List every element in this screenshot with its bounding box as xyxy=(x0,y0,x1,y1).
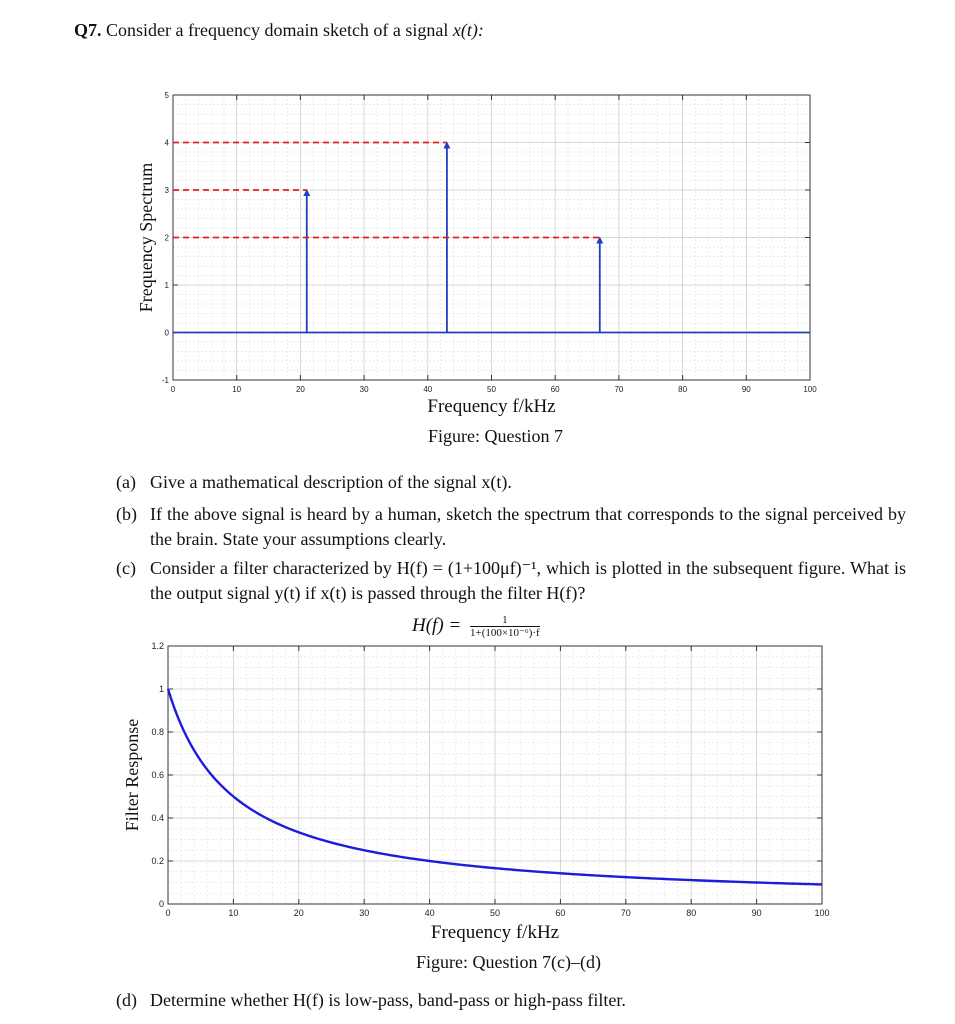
part-d-label: (d) xyxy=(116,990,137,1010)
x-tick-label: 40 xyxy=(423,385,433,394)
y-tick-label: 1 xyxy=(158,684,164,694)
x-tick-label: 20 xyxy=(295,385,305,394)
x-tick-label: 80 xyxy=(686,908,697,918)
formula-numerator: 1 xyxy=(470,614,540,627)
x-tick-label: 80 xyxy=(678,385,688,394)
y-tick-label: 0.2 xyxy=(151,856,164,866)
x-tick-label: 30 xyxy=(359,908,370,918)
y-tick-label: -1 xyxy=(161,376,169,385)
filter-response-chart xyxy=(0,636,955,956)
y-tick-label: 0.4 xyxy=(151,813,164,823)
part-c xyxy=(116,556,906,606)
x-tick-label: 100 xyxy=(803,385,817,394)
part-b-text: If the above signal is heard by a human, sketch the spectrum that corresponds to the signal perceived by the brain. State your assumptions clearly. xyxy=(150,504,906,549)
figure1-caption: Figure: Question 7 xyxy=(428,426,563,446)
x-tick-label: 0 xyxy=(170,385,176,394)
spectrum-chart xyxy=(0,60,955,480)
x-tick-label: 90 xyxy=(751,908,762,918)
x-tick-label: 40 xyxy=(424,908,435,918)
question-text: Consider a frequency domain sketch of a signal x(t): xyxy=(106,20,484,40)
formula-denominator: 1+(100×10⁻⁶)·f xyxy=(469,627,540,639)
part-d xyxy=(116,988,906,1013)
y-axis-label: Frequency Spectrum xyxy=(136,162,156,313)
x-tick-label: 100 xyxy=(814,908,830,918)
part-c-label: (c) xyxy=(116,558,136,578)
x-tick-label: 60 xyxy=(550,385,560,394)
y-tick-label: 2 xyxy=(164,233,169,243)
x-tick-label: 70 xyxy=(620,908,631,918)
question-title xyxy=(74,20,484,41)
x-tick-label: 10 xyxy=(228,908,239,918)
question-number: Q7. xyxy=(74,20,102,40)
x-axis-label: Frequency f/kHz xyxy=(427,396,556,417)
y-tick-label: 0 xyxy=(158,899,164,909)
y-tick-label: 3 xyxy=(164,186,169,195)
y-tick-label: 4 xyxy=(164,138,169,148)
part-a-text: Give a mathematical description of the signal x(t). xyxy=(150,472,512,492)
y-tick-label: 0.8 xyxy=(151,727,164,737)
y-tick-label: 5 xyxy=(164,91,169,100)
formula-lhs: H(f) = xyxy=(412,614,462,636)
x-tick-label: 90 xyxy=(741,385,751,394)
x-axis-label: Frequency f/kHz xyxy=(430,922,560,943)
figure2-caption: Figure: Question 7(c)–(d) xyxy=(416,952,601,972)
x-tick-label: 50 xyxy=(489,908,501,918)
part-c-text: Consider a filter characterized by H(f) = (1+100μf)⁻¹, which is plotted in the subsequent figure. What is the output signal y(t) if x(t) is passed through the filter H(f)? xyxy=(150,558,906,603)
y-tick-label: 1.2 xyxy=(151,641,164,651)
x-tick-label: 70 xyxy=(614,385,624,394)
y-axis-label: Filter Response xyxy=(122,718,142,832)
y-tick-label: 0 xyxy=(164,328,169,338)
x-tick-label: 0 xyxy=(165,908,171,918)
part-b xyxy=(116,502,906,552)
part-a-label: (a) xyxy=(116,472,136,492)
y-tick-label: 0.6 xyxy=(151,770,164,780)
x-tick-label: 10 xyxy=(232,385,242,394)
x-tick-label: 60 xyxy=(555,908,566,918)
x-tick-label: 20 xyxy=(293,908,304,918)
x-tick-label: 50 xyxy=(487,385,496,394)
y-tick-label: 1 xyxy=(164,281,169,290)
part-d-text: Determine whether H(f) is low-pass, band-pass or high-pass filter. xyxy=(150,990,626,1010)
part-a xyxy=(116,470,906,495)
part-b-label: (b) xyxy=(116,504,137,524)
x-tick-label: 30 xyxy=(359,385,369,394)
